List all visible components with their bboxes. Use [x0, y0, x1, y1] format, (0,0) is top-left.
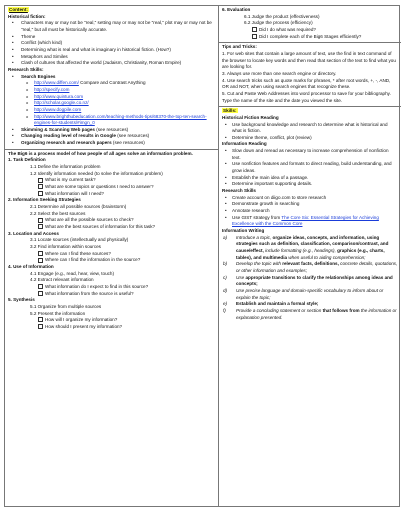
gist-link[interactable]: The Core Six: Essential Strategies for Achieving Excellence with the Common Core [232, 214, 379, 227]
guiding-question: What information do I expect to find in this source? [45, 283, 149, 289]
big6-steps [8, 157, 215, 330]
guiding-question: Did I do what was required? [259, 26, 316, 32]
step-title: 1. Task Definition [8, 157, 46, 163]
guiding-question-row [8, 317, 215, 324]
hfr-heading: Historical Fiction Reading [222, 114, 279, 120]
guiding-question: Where can I find the information in the source? [45, 257, 141, 263]
iw-text: Use [236, 274, 246, 280]
content-section [5, 6, 218, 149]
historical-fiction-heading: Historical fiction: [8, 13, 46, 19]
step-substep: 4.2 Extract relevant information [30, 277, 94, 283]
iw-text: that follows from [322, 307, 361, 313]
iw-text: concrete details, quotations, or other information and examples; [236, 261, 398, 273]
list-item: • Determine important supporting details. [222, 181, 398, 188]
content-table [4, 5, 400, 507]
iw-letter: d) [223, 287, 228, 293]
resource-item [8, 140, 215, 147]
guiding-question-row [222, 27, 398, 34]
engine-item [8, 94, 215, 101]
research-skills-heading: Research Skills: [8, 66, 44, 72]
checkbox-icon [252, 34, 257, 39]
guiding-question-row [8, 284, 215, 291]
iw-item [222, 235, 398, 262]
content-heading: Content: [9, 7, 28, 12]
gist-item [222, 215, 398, 228]
step-title: 5. Synthesis [8, 297, 35, 303]
iw-letter: f) [223, 307, 226, 313]
step-substep: 1.1 Define the information problem [30, 164, 101, 170]
guiding-question-row [8, 257, 215, 264]
engine-item [8, 114, 215, 127]
list-item: • Create account on diigo.com to store research [222, 195, 398, 202]
resource-note: (see resources) [94, 126, 129, 132]
checkbox-icon [38, 251, 43, 256]
engine-item [8, 107, 215, 114]
guiding-question-row [8, 291, 215, 298]
guiding-question-row [8, 177, 215, 184]
iw-letter: a) [223, 234, 228, 240]
guiding-question-row [8, 191, 215, 198]
engine-item [8, 80, 215, 87]
list-item: • Establish the main idea of a passage. [222, 175, 398, 182]
big6-section [5, 149, 218, 333]
ir-heading: Information Reading [222, 141, 267, 147]
iw-item [222, 301, 398, 308]
step-substep: 2.2 Select the best sources [30, 210, 86, 216]
iw-text: Develop the topic with [236, 261, 283, 267]
iw-item [222, 308, 398, 321]
step-substep: 5.1 Organize from multiple sources [30, 303, 102, 309]
guiding-question-row [8, 324, 215, 331]
list-item: • Determine theme, conflict, plot (review) [222, 135, 398, 142]
list-item: • Use nonfiction features and formats to direct reading, build understanding, and grow ideas. [222, 161, 398, 174]
guiding-question: Where can I find these sources? [45, 250, 111, 256]
tip-item: 5. Cut and Paste Web Addresses into word processor to save for your bibliography. Type the name of the site and the date you viewed the site. [222, 90, 391, 103]
engine-description: Compare and Contrast Anything [78, 80, 146, 86]
rs-list [222, 195, 398, 228]
checkbox-icon [38, 184, 43, 189]
skills-heading: Skills: [223, 108, 237, 114]
ir-list [222, 148, 398, 188]
iw-text: organize ideas, concepts, and information, using strategies such as definition, classification, comparison/contrast, and cause/effect, [236, 234, 389, 253]
iw-text: Provide a concluding statement or section [236, 307, 323, 313]
tip-item: 1. For web sites that contain a large amount of text, use the find in text command of the browser to locate key words and then read that section of the text to find what you are looking for. [222, 50, 396, 70]
iw-text: relevant facts, definitions, [282, 261, 341, 267]
list-item: • Theme [8, 34, 215, 41]
checkbox-icon [38, 258, 43, 263]
checkbox-icon [38, 191, 43, 196]
skills-section [219, 106, 401, 323]
guiding-question: What information will I need? [45, 190, 104, 196]
guiding-question: What is my current task? [45, 177, 96, 183]
checkbox-icon [38, 317, 43, 322]
engine-item [8, 87, 215, 94]
guiding-question-row [8, 184, 215, 191]
guiding-question: What are all the possible sources to check? [45, 217, 134, 223]
step-substep: 2.1 Determine all possible sources (brainstorm) [30, 204, 127, 210]
step-title: 2. Information Seeking Strategies [8, 197, 81, 203]
iw-item [222, 261, 398, 274]
resource-item [8, 127, 215, 134]
big6-intro: The Big6 is a process model of how people of all ages solve an information problem. [8, 150, 193, 156]
iw-letter: e) [223, 301, 228, 307]
resource-item [8, 133, 215, 140]
list-item: • Clash of cultures that affected the world (Judaism, Christianity, Roman Empire) [8, 60, 215, 67]
list-item: • Determining what is real and what is imaginary in historical fiction. (How?) [8, 47, 215, 54]
checkbox-icon [38, 178, 43, 183]
guiding-question: Did I complete each of the Big6 Stages efficiently? [259, 33, 362, 39]
checkbox-icon [38, 291, 43, 296]
iw-text: Establish and maintain a formal style; [236, 301, 319, 307]
research-list [8, 74, 215, 147]
historical-fiction-list [8, 20, 215, 67]
iw-text: appropriate transitions to clarify the relationships among ideas and concepts; [236, 274, 393, 287]
resource-title: Organizing research and research papers [21, 140, 112, 146]
guiding-question: How should I present my information? [45, 323, 123, 329]
step-title: 3. Location and Access [8, 230, 59, 236]
step-substep: 6.2 Judge the process (efficiency) [244, 20, 313, 26]
guiding-question-row [8, 217, 215, 224]
list-item: • Annotate research [222, 208, 398, 215]
iw-text: graphics (e.g., charts, tables), and multimedia [236, 247, 385, 260]
list-item: • Metaphors and Similes [8, 54, 215, 61]
resource-title: Skimming & Scanning Web pages [21, 126, 95, 132]
right-column [219, 6, 401, 506]
guiding-question: What are some topics or questions I need to answer? [45, 184, 154, 190]
checkbox-icon [252, 27, 257, 32]
iw-list [222, 235, 398, 322]
step-substep: 4.1 Engage (e.g., read, hear, view, touch) [30, 270, 115, 276]
list-item: • Slow down and reread as necessary to increase comprehension of nonfiction text. [222, 148, 398, 161]
left-column [5, 6, 219, 506]
step-substep: 1.2 Identify information needed (to solve the information problem) [30, 170, 163, 176]
step-substep: 5.2 Present the information [30, 310, 86, 316]
iw-text: include formatting (e.g., headings), [265, 247, 338, 253]
list-item: • Demonstrate growth in searching [222, 201, 398, 208]
resource-note: (see resources) [115, 133, 150, 139]
tip-item: 3. Always use more than one search engine or directory. [222, 70, 337, 76]
iw-text: the information or explanation presented. [236, 307, 397, 320]
iw-text: Introduce a topic, [236, 234, 273, 240]
engine-link[interactable]: http://www.quintura.com [34, 93, 84, 99]
tip-item: 4. Use search tricks such as quote marks for phrases, * after root words, +, -, AND, OR and NOT, when using search engines that recognize these. [222, 77, 391, 90]
checkbox-icon [38, 324, 43, 329]
gist-text: Use GIST strategy from [232, 214, 282, 220]
step-title: 4. Use of Information [8, 263, 54, 269]
engine-link[interactable]: http://specify.com [34, 86, 70, 92]
list-item: • Conflict (which kind) [8, 40, 215, 47]
iw-letter: c) [223, 274, 227, 280]
tips-section [219, 42, 401, 106]
search-engines-label: • Search Engines [8, 74, 215, 81]
step-substep: 3.1 Locate sources (intellectually and physically) [30, 237, 129, 243]
evaluation-heading: 6. Evaluation [222, 7, 251, 12]
iw-heading: Information Writing [222, 228, 265, 233]
engine-link[interactable]: http://www.diffen.com/ [34, 80, 79, 86]
engine-item [8, 100, 215, 107]
iw-item [222, 275, 398, 288]
step-substep: 6.1 Judge the product (effectiveness) [244, 13, 320, 19]
guiding-question: How will I organize my information? [45, 317, 118, 323]
guiding-question-row [8, 224, 215, 231]
tips-heading: Tips and Tricks: [222, 44, 257, 50]
checkbox-icon [38, 224, 43, 229]
guiding-question-row [222, 34, 398, 41]
engine-link[interactable]: http://www.brighthubeducation.com/teaching-methods-tips/68370-the-top-ten-search-engines-for-students/#imgn_0 [34, 113, 207, 126]
iw-item [222, 288, 398, 301]
guiding-question-row [8, 251, 215, 258]
iw-text: when useful to aiding comprehension; [288, 254, 366, 260]
guiding-question: What are the best sources of information for this task? [45, 224, 156, 229]
iw-text: Use precise language and domain-specific vocabulary to inform about or explain the topic; [236, 287, 384, 300]
evaluation-subs [222, 14, 398, 41]
engine-link[interactable]: http://www.dogpile.com [34, 106, 82, 112]
list-item: • Characters may or may not be "real," setting may or may not be "real," plot may or may not be "real," but all must be historically accurate. [8, 20, 215, 33]
checkbox-icon [38, 218, 43, 223]
rs-heading: Research Skills [222, 188, 256, 194]
checkbox-icon [38, 284, 43, 289]
resource-title: Changing reading level of results in Google [21, 133, 116, 139]
engine-link[interactable]: http://scholar.google.co.nz/ [34, 100, 89, 106]
iw-letter: b) [223, 261, 228, 267]
guiding-question: What information from the source is useful? [45, 290, 134, 296]
evaluation-section [219, 6, 401, 42]
hfr-list [222, 122, 398, 142]
list-item: • Use background knowledge and research to determine what is historical and what is fiction. [222, 122, 398, 135]
resource-note: (see resources) [111, 140, 145, 146]
step-substep: 3.2 Find information within sources [30, 243, 101, 249]
